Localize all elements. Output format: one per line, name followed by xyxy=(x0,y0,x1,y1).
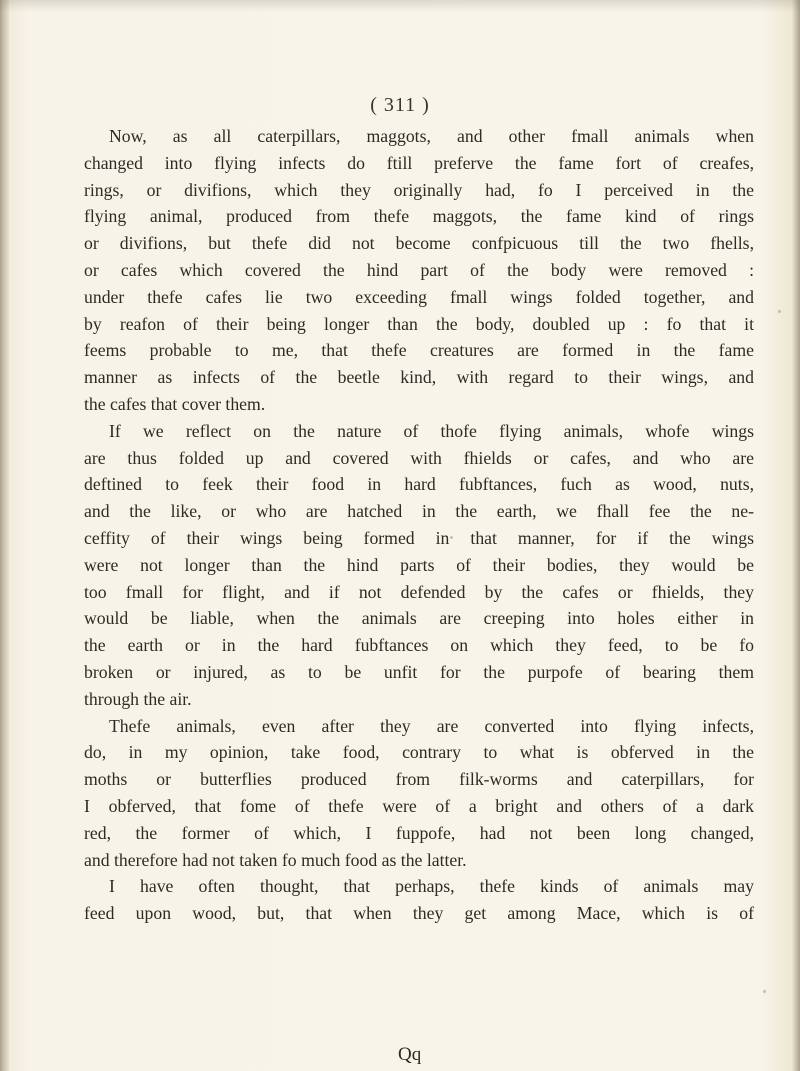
text-line: through the air. xyxy=(84,688,192,709)
text-line: and the like, or who are hatched in the earth, we fhall fee the ne- xyxy=(84,501,754,522)
text-line: rings, or divifions, which they originally had, fo I perceived in the xyxy=(84,179,754,200)
text-line: broken or injured, as to be unfit for the purpofe of bearing them xyxy=(84,661,754,682)
text-line: feems probable to me, that thefe creatures are formed in the fame xyxy=(84,340,754,361)
text-line: ceffity of their wings being formed in that manner, for if the wings xyxy=(84,527,754,548)
text-line: moths or butterflies produced from filk-worms and caterpillars, for xyxy=(84,769,754,790)
paper-speck xyxy=(763,990,766,993)
text-line: changed into flying infects do ftill preferve the fame fort of creafes, xyxy=(84,152,754,173)
paper-speck xyxy=(450,536,453,539)
text-line: too fmall for flight, and if not defended by the cafes or fhields, they xyxy=(84,581,754,602)
text-line: I obferved, that fome of thefe were of a bright and others of a dark xyxy=(84,795,754,816)
text-line: feed upon wood, but, that when they get among Mace, which is of xyxy=(84,903,754,924)
paragraph-4 xyxy=(84,873,754,927)
paper-speck xyxy=(778,310,781,313)
text-line: Now, as all caterpillars, maggots, and other fmall animals when xyxy=(109,126,754,146)
text-line: I have often thought, that perhaps, thefe kinds of animals may xyxy=(109,876,754,897)
text-line: the earth or in the hard fubftances on which they feed, to be fo xyxy=(84,635,754,656)
page-right-edge xyxy=(792,0,800,1071)
page-number: ( 311 ) xyxy=(370,94,430,116)
text-line: Thefe animals, even after they are converted into flying infects, xyxy=(109,715,754,736)
paragraph-1 xyxy=(84,123,754,418)
body-text xyxy=(84,123,754,927)
text-line: are thus folded up and covered with fhields or cafes, and who are xyxy=(84,447,754,468)
text-line: by reafon of their being longer than the body, doubled up : fo that it xyxy=(84,313,754,334)
text-line: were not longer than the hind parts of their bodies, they would be xyxy=(84,554,754,575)
text-line: under thefe cafes lie two exceeding fmall wings folded together, and xyxy=(84,286,754,307)
text-line: do, in my opinion, take food, contrary to what is obferved in the xyxy=(84,742,754,763)
paragraph-2 xyxy=(84,418,754,713)
text-line: would be liable, when the animals are creeping into holes either in xyxy=(84,608,754,629)
text-line: red, the former of which, I fuppofe, had not been long changed, xyxy=(84,822,754,843)
text-line: flying animal, produced from thefe maggots, the fame kind of rings xyxy=(84,206,754,227)
paragraph-3 xyxy=(84,713,754,874)
text-line: deftined to feek their food in hard fubftances, fuch as wood, nuts, xyxy=(84,474,754,495)
text-line: or cafes which covered the hind part of the body were removed : xyxy=(84,259,754,280)
text-line: the cafes that cover them. xyxy=(84,393,266,414)
text-line: and therefore had not taken fo much food as the latter. xyxy=(84,849,467,870)
text-line: manner as infects of the beetle kind, with regard to their wings, and xyxy=(84,367,754,388)
page-left-edge xyxy=(0,0,9,1071)
text-line: or divifions, but thefe did not become confpicuous till the two fhells, xyxy=(84,233,754,254)
text-line: If we reflect on the nature of thofe flying animals, whofe wings xyxy=(109,420,754,441)
page-top-shadow xyxy=(0,0,800,12)
catchword: Qq xyxy=(398,1044,422,1065)
